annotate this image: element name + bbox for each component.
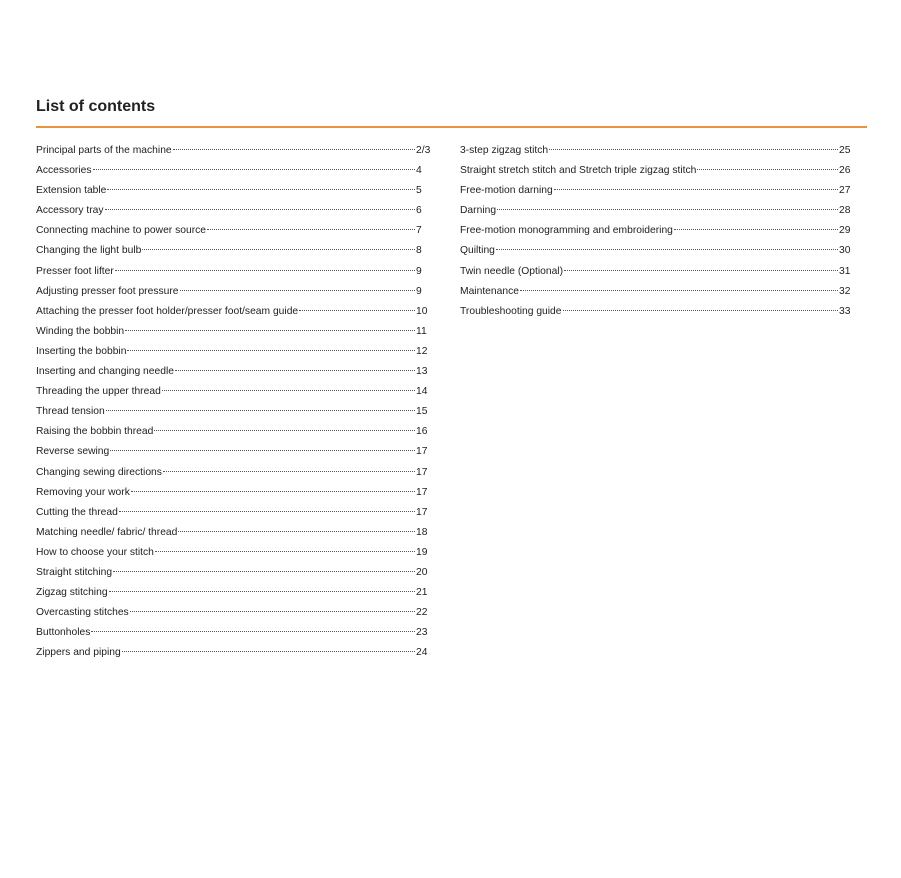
toc-entry[interactable] [460, 221, 853, 241]
toc-entry[interactable] [36, 302, 432, 322]
toc-entry-page: 18 [416, 526, 428, 538]
toc-entry-label: Thread tension [36, 406, 105, 418]
toc-entry[interactable] [36, 141, 432, 161]
toc-entry-label: Inserting and changing needle [36, 366, 174, 378]
toc-entry-page: 27 [839, 185, 851, 197]
toc-entry[interactable] [460, 282, 853, 302]
toc-entry[interactable] [36, 282, 432, 302]
toc-entry[interactable] [36, 382, 432, 402]
toc-entry-page: 14 [416, 386, 428, 398]
dot-leader [113, 571, 415, 572]
toc-entry-label: Free-motion monogramming and embroidering [460, 225, 673, 237]
toc-entry-page: 17 [416, 466, 428, 478]
dot-leader [173, 149, 415, 150]
toc-entry-page: 9 [416, 265, 422, 277]
toc-entry-page: 4 [416, 165, 422, 177]
dot-leader [115, 270, 415, 271]
toc-entry-page: 12 [416, 345, 428, 357]
toc-entry[interactable] [36, 201, 432, 221]
toc-entry-page: 10 [416, 305, 428, 317]
dot-leader [107, 189, 415, 190]
dot-leader [125, 330, 415, 331]
toc-entry[interactable] [36, 181, 432, 201]
dot-leader [142, 249, 415, 250]
toc-entry-label: Straight stretch stitch and Stretch triple zigzag stitch [460, 165, 697, 177]
toc-entry-page: 6 [416, 205, 422, 217]
dot-leader [497, 209, 838, 210]
dot-leader [175, 370, 415, 371]
toc-entry-label: Maintenance [460, 285, 519, 297]
dot-leader [520, 290, 838, 291]
toc-entry[interactable] [36, 362, 432, 382]
dot-leader [119, 511, 415, 512]
toc-entry[interactable] [36, 483, 432, 503]
toc-entry[interactable] [36, 543, 432, 563]
dot-leader [180, 290, 415, 291]
dot-leader [91, 631, 415, 632]
dot-leader [674, 229, 838, 230]
toc-entry-label: Threading the upper thread [36, 386, 161, 398]
toc-entry-label: Accessory tray [36, 205, 104, 217]
toc-entry-page: 11 [416, 325, 427, 337]
dot-leader [122, 651, 415, 652]
dot-leader [549, 149, 838, 150]
toc-entry-label: Matching needle/ fabric/ thread [36, 526, 178, 538]
toc-entry[interactable] [36, 262, 432, 282]
toc-entry[interactable] [36, 623, 432, 643]
toc-entry[interactable] [460, 161, 853, 181]
toc-entry[interactable] [36, 463, 432, 483]
toc-entry-page: 33 [839, 305, 851, 317]
toc-entry-label: Adjusting presser foot pressure [36, 285, 179, 297]
toc-entry-label: Changing the light bulb [36, 245, 142, 257]
toc-entry-page: 32 [839, 285, 851, 297]
toc-entry-page: 19 [416, 546, 428, 558]
dot-leader [554, 189, 838, 190]
toc-entry-label: Buttonholes [36, 627, 91, 639]
toc-entry-label: Cutting the thread [36, 506, 118, 518]
dot-leader [130, 611, 415, 612]
toc-entry-label: Quilting [460, 245, 495, 257]
toc-entry[interactable] [460, 241, 853, 261]
toc-entry-page: 25 [839, 145, 851, 156]
toc-entry-page: 17 [416, 506, 428, 518]
dot-leader [106, 410, 415, 411]
toc-entry[interactable] [460, 302, 853, 322]
toc-entry[interactable] [36, 603, 432, 623]
toc-entry-page: 5 [416, 185, 422, 197]
toc-entry-page: 20 [416, 566, 428, 578]
dot-leader [127, 350, 415, 351]
dot-leader [110, 450, 415, 451]
dot-leader [178, 531, 415, 532]
toc-entry-label: How to choose your stitch [36, 546, 154, 558]
dot-leader [155, 551, 415, 552]
toc-entry[interactable] [460, 262, 853, 282]
toc-entry-page: 24 [416, 647, 428, 659]
toc-entry-label: Free-motion darning [460, 185, 553, 197]
toc-entry-page: 23 [416, 627, 428, 639]
toc-entry-label: Darning [460, 205, 497, 217]
toc-entry-label: Attaching the presser foot holder/presser foot/seam guide [36, 305, 299, 317]
toc-entry-page: 22 [416, 607, 428, 619]
toc-entry-label: Connecting machine to power source [36, 225, 206, 237]
toc-entry-page: 16 [416, 426, 428, 438]
dot-leader [163, 471, 415, 472]
toc-right-column [460, 141, 853, 322]
dot-leader [109, 591, 415, 592]
toc-entry-label: 3-step zigzag stitch [460, 145, 549, 156]
toc-entry-page: 21 [416, 587, 428, 599]
toc-entry-page: 15 [416, 406, 428, 418]
toc-entry[interactable] [36, 221, 432, 241]
dot-leader [162, 390, 415, 391]
toc-entry[interactable] [36, 161, 432, 181]
toc-entry[interactable] [36, 442, 432, 462]
toc-entry-page: 31 [839, 265, 851, 277]
toc-entry[interactable] [36, 583, 432, 603]
toc-entry-page: 9 [416, 285, 422, 297]
toc-entry-label: Extension table [36, 185, 107, 197]
toc-entry[interactable] [36, 422, 432, 442]
toc-entry[interactable] [36, 643, 432, 663]
toc-entry[interactable] [36, 241, 432, 261]
toc-entry[interactable] [460, 141, 853, 161]
toc-left-column [36, 141, 432, 663]
toc-entry-page: 26 [839, 165, 851, 177]
dot-leader [697, 169, 838, 170]
dot-leader [131, 491, 415, 492]
dot-leader [564, 270, 838, 271]
toc-entry-label: Principal parts of the machine [36, 145, 172, 156]
toc-entry[interactable] [36, 563, 432, 583]
toc-entry-page: 28 [839, 205, 851, 217]
toc-entry[interactable] [460, 181, 853, 201]
toc-entry-page: 7 [416, 225, 422, 237]
toc-entry-label: Raising the bobbin thread [36, 426, 154, 438]
toc-entry[interactable] [36, 503, 432, 523]
toc-entry[interactable] [36, 402, 432, 422]
dot-leader [93, 169, 415, 170]
toc-entry-label: Overcasting stitches [36, 607, 129, 619]
toc-entry-page: 13 [416, 366, 428, 378]
page-title: List of contents [36, 98, 156, 115]
toc-entry-label: Troubleshooting guide [460, 305, 562, 317]
toc-entry-page: 2/3 [416, 145, 431, 156]
toc-entry-label: Zippers and piping [36, 647, 121, 659]
dot-leader [563, 310, 838, 311]
dot-leader [299, 310, 415, 311]
toc-entry-page: 17 [416, 486, 428, 498]
toc-entry[interactable] [36, 322, 432, 342]
toc-entry-page: 30 [839, 245, 851, 257]
dot-leader [496, 249, 838, 250]
toc-entry-label: Accessories [36, 165, 92, 177]
toc-entry-label: Reverse sewing [36, 446, 110, 458]
toc-entry[interactable] [36, 342, 432, 362]
dot-leader [105, 209, 415, 210]
dot-leader [154, 430, 415, 431]
toc-entry-page: 17 [416, 446, 428, 458]
toc-entry-label: Removing your work [36, 486, 130, 498]
toc-entry-label: Inserting the bobbin [36, 345, 127, 357]
toc-entry[interactable] [36, 523, 432, 543]
toc-entry-label: Changing sewing directions [36, 466, 162, 478]
toc-entry-label: Twin needle (Optional) [460, 265, 564, 277]
dot-leader [207, 229, 415, 230]
title-divider [36, 126, 867, 128]
toc-entry-label: Straight stitching [36, 566, 113, 578]
toc-entry-page: 8 [416, 245, 422, 257]
toc-entry-label: Zigzag stitching [36, 587, 108, 599]
toc-entry-label: Winding the bobbin [36, 325, 125, 337]
toc-entry-page: 29 [839, 225, 851, 237]
toc-entry[interactable] [460, 201, 853, 221]
toc-entry-label: Presser foot lifter [36, 265, 114, 277]
